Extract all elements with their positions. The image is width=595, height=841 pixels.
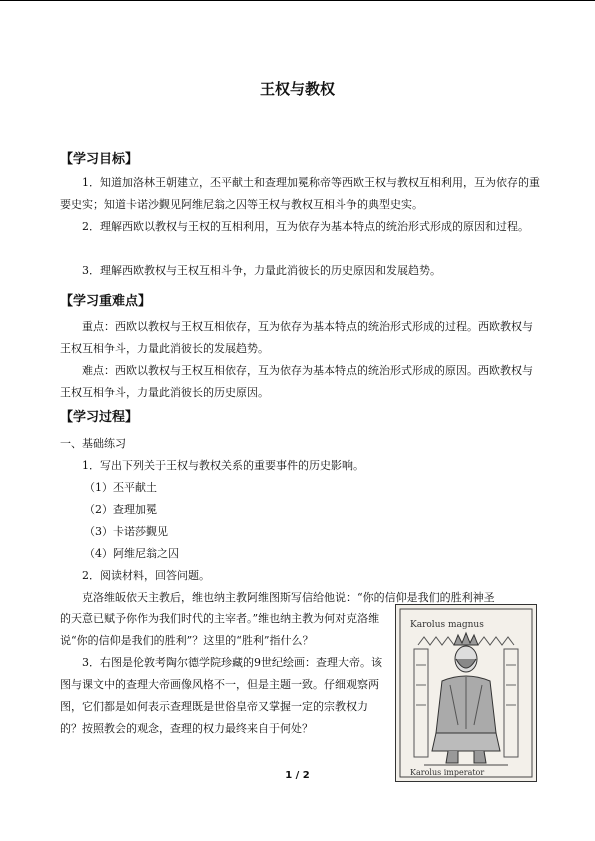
objectives-heading: 【学习目标】 bbox=[60, 152, 139, 167]
page-title: 王权与教权 bbox=[259, 80, 335, 98]
objective-2: 2．理解西欧以教权与王权的互相利用，互为依存为基本特点的统治形式形成的原因和过程。 bbox=[82, 220, 529, 233]
question-3: 3．右图是伦敦考陶尔德学院珍藏的9世纪绘画：查理大帝。该图与课文中的查理大帝画像风格不一，但是主题一致。仔细观察两图，它们都是如何表示查理既是世俗皇帝又掌握一定的宗教权力的？按照教会的观念，查理的权力最终来自于何处？ bbox=[60, 656, 382, 735]
objective-1: 1．知道加洛林王朝建立，丕平献土和查理加冕称帝等西欧王权与教权互相利用，互为依存的重要史实；知道卡诺沙觐见阿维尼翁之囚等王权与教权互相斗争的典型史实。 bbox=[60, 176, 540, 211]
key-point-emphasis: 重点：西欧以教权与王权互相依存，互为依存为基本特点的统治形式形成的过程。西欧教权与王权互相争斗，力量此消彼长的发展趋势。 bbox=[60, 320, 533, 355]
key-point-difficulty: 难点：西欧以教权与王权互相依存，互为依存为基本特点的统治形式形成的原因。西欧教权与王权互相争斗，力量此消彼长的历史原因。 bbox=[60, 364, 533, 399]
inscription-bottom: Karolus imperator bbox=[410, 768, 485, 777]
objective-3: 3．理解西欧教权与王权互相斗争，力量此消彼长的历史原因和发展趋势。 bbox=[82, 264, 441, 277]
question-2: 2．阅读材料，回答问题。 bbox=[82, 569, 210, 582]
page-number: 1 / 2 bbox=[285, 770, 310, 781]
basic-practice-subheading: 一、基础练习 bbox=[60, 437, 126, 450]
process-heading: 【学习过程】 bbox=[60, 410, 139, 425]
top-border-line bbox=[0, 0, 595, 1]
event-item-3: （3）卡诺莎觐见 bbox=[84, 525, 168, 538]
key-points-heading: 【学习重难点】 bbox=[60, 294, 152, 309]
event-item-1: （1）丕平献土 bbox=[84, 481, 157, 494]
event-item-4: （4）阿维尼翁之囚 bbox=[84, 547, 179, 560]
charlemagne-painting-image bbox=[395, 604, 537, 782]
material-first-line: 克洛维皈依天主教后，维也纳主教阿维图斯写信给他说：“你的信仰是我们的胜利神圣 bbox=[82, 591, 495, 604]
question-1: 1．写出下列关于王权与教权关系的重要事件的历史影响。 bbox=[82, 459, 364, 472]
charlemagne-illustration bbox=[396, 605, 536, 781]
inscription-top: Karolus magnus bbox=[410, 620, 484, 630]
event-item-2: （2）查理加冕 bbox=[84, 503, 157, 516]
material-question: 的天意已赋予你作为我们时代的主宰者。”维也纳主教为何对克洛维说“你的信仰是我们的胜利”？这里的“胜利”指什么？ bbox=[60, 612, 380, 647]
